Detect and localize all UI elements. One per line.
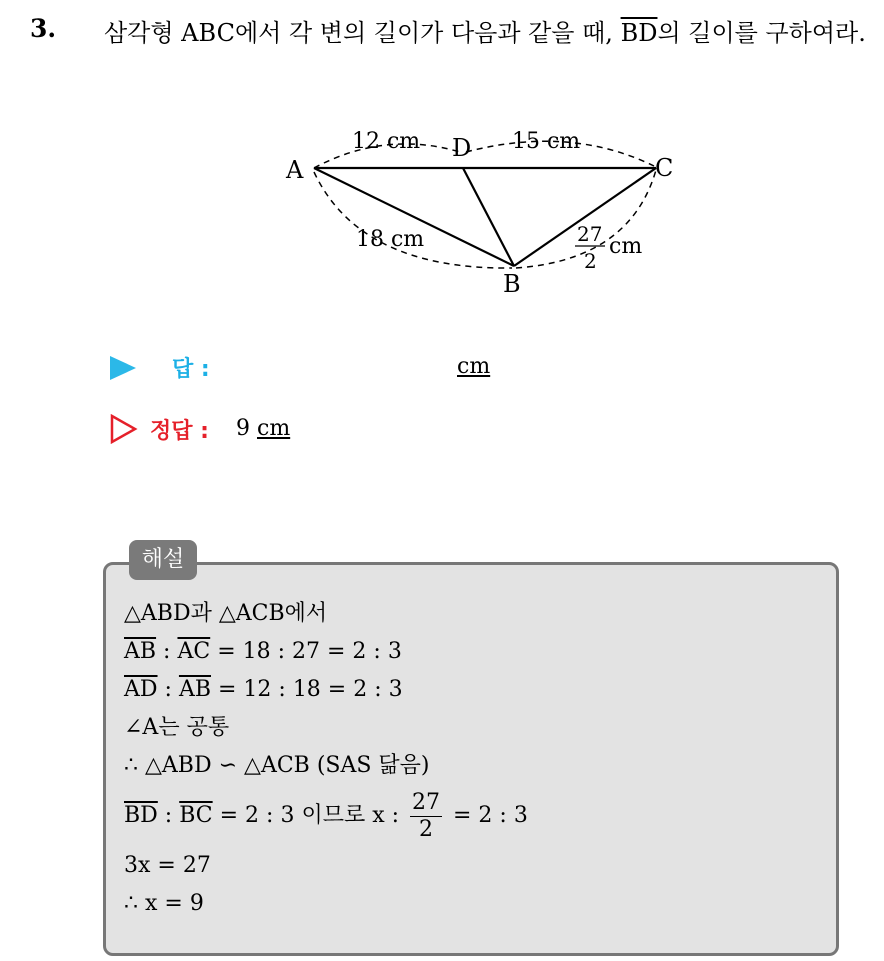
- solution-line-8: ∴ x = 9: [124, 891, 204, 916]
- solution-lines: [124, 596, 528, 924]
- solution-line-1: △ABD과 △ACB에서: [124, 601, 328, 626]
- correct-answer-label: 정답 :: [150, 419, 209, 444]
- question-segment: $\overline{BD}$: [620, 19, 658, 47]
- point-c: C: [655, 154, 674, 182]
- solution-line-5: ∴ △ABD ∽ △ACB (SAS 닮음): [124, 753, 430, 778]
- segment-bd: [463, 168, 514, 266]
- label-ad: 12 cm: [352, 129, 421, 154]
- ratio-end: = 2 : 3: [446, 803, 528, 828]
- segment-ab-2: $\overline{AB}$: [178, 677, 211, 702]
- correct-value-unit: cm: [257, 416, 291, 441]
- play-triangle-icon: [110, 356, 136, 380]
- triangle-svg: [270, 120, 690, 310]
- ratio-rest: = 12 : 18 = 2 : 3: [211, 677, 403, 702]
- arc-ab: [314, 172, 512, 268]
- fraction-numerator: 27: [412, 789, 441, 815]
- point-d: D: [452, 134, 472, 162]
- segment-bd-sol: $\overline{BD}$: [124, 803, 158, 828]
- correct-value-number: 9: [236, 416, 250, 441]
- correct-answer-row: [110, 414, 610, 448]
- question-text-after: 의 길이를 구하여라.: [657, 19, 866, 47]
- solution-line-6: $\overline{BD}$ : $\overline{BC} = 2$ : 3 이므로 x : $\frac{27}{2}$ = 2 : 3: [124, 789, 528, 842]
- solution-line-3: $\overline{AD}$ : $\overline{AB} = 12$ : 18 = 2 : 3: [124, 677, 403, 702]
- solution-line-2: $\overline{AB}$ : $\overline{AC} = 18$ : 27 = 2 : 3: [124, 639, 402, 664]
- ratio-mid: = 2 : 3 이므로 x :: [212, 803, 407, 828]
- label-ab: 18 cm: [356, 227, 425, 252]
- question-text-before: 삼각형 ABC에서 각 변의 길이가 다음과 같을 때,: [104, 19, 621, 47]
- point-a: A: [286, 156, 304, 184]
- segment-bc-sol: $\overline{BC}$: [179, 803, 213, 828]
- segment-ac: $\overline{AC}$: [177, 639, 211, 664]
- triangle-figure: [270, 120, 690, 310]
- segment-ad: $\overline{AD}$: [124, 677, 158, 702]
- ratio-rest: = 18 : 27 = 2 : 3: [210, 639, 402, 664]
- label-dc: 15 cm: [512, 129, 581, 154]
- label-bc-den: 2: [584, 249, 597, 273]
- question-number: 3.: [30, 14, 57, 43]
- label-bc-num: 27: [577, 222, 603, 246]
- answer-label: 답 :: [172, 357, 210, 382]
- fraction-27-2: [410, 790, 442, 843]
- solution-tag: 해설: [129, 540, 197, 580]
- outline-triangle-icon: [110, 414, 138, 444]
- question-text: [104, 14, 874, 52]
- label-bc-unit: cm: [609, 234, 643, 259]
- fraction-denominator: 2: [419, 816, 434, 842]
- point-b: B: [503, 270, 521, 298]
- answer-unit: cm: [457, 354, 491, 379]
- solution-line-4: ∠A는 공통: [124, 715, 230, 740]
- correct-answer-value: [236, 416, 290, 441]
- solution-line-7: 3x = 27: [124, 853, 211, 878]
- segment-ab: $\overline{AB}$: [124, 639, 157, 664]
- answer-row: [110, 352, 610, 386]
